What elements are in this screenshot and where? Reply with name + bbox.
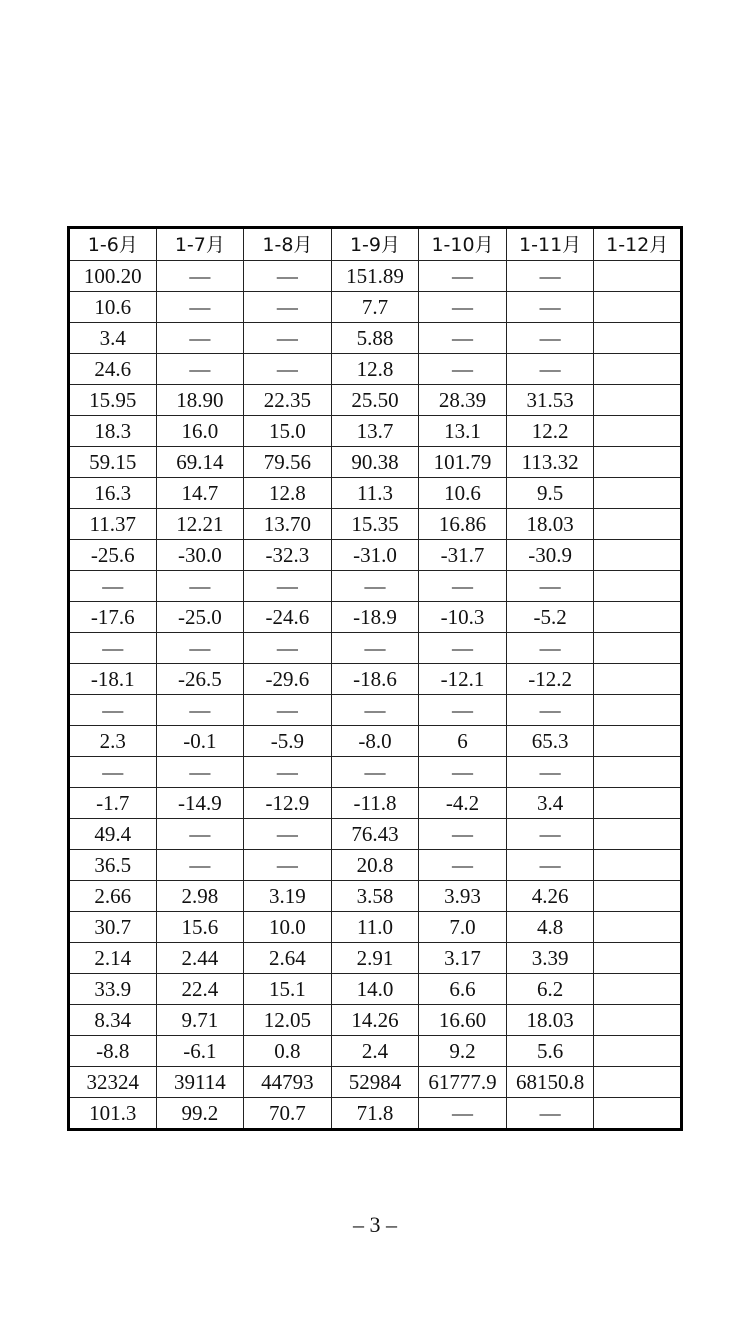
- table-cell: [594, 478, 682, 509]
- table-cell: 90.38: [331, 447, 419, 478]
- table-cell: 6.6: [419, 974, 507, 1005]
- table-cell: 9.2: [419, 1036, 507, 1067]
- table-cell: —: [244, 633, 332, 664]
- table-cell: —: [156, 292, 244, 323]
- table-cell: -18.9: [331, 602, 419, 633]
- table-cell: 31.53: [506, 385, 594, 416]
- table-cell: -31.0: [331, 540, 419, 571]
- table-row: [69, 695, 682, 726]
- table-cell: -14.9: [156, 788, 244, 819]
- table-cell: —: [156, 261, 244, 292]
- column-header: 1-7月: [156, 228, 244, 261]
- table-cell: 28.39: [419, 385, 507, 416]
- table-cell: —: [419, 354, 507, 385]
- table-cell: 16.0: [156, 416, 244, 447]
- table-cell: —: [506, 757, 594, 788]
- table-row: [69, 509, 682, 540]
- table-cell: —: [506, 323, 594, 354]
- table-cell: 13.1: [419, 416, 507, 447]
- table-cell: -10.3: [419, 602, 507, 633]
- table-cell: -12.2: [506, 664, 594, 695]
- table-cell: 8.34: [69, 1005, 157, 1036]
- table-cell: —: [156, 850, 244, 881]
- table-row: [69, 819, 682, 850]
- table-cell: 2.64: [244, 943, 332, 974]
- table-row: [69, 385, 682, 416]
- table-cell: —: [419, 695, 507, 726]
- table-cell: [594, 819, 682, 850]
- table-cell: 6.2: [506, 974, 594, 1005]
- table-cell: 2.4: [331, 1036, 419, 1067]
- table-cell: -6.1: [156, 1036, 244, 1067]
- table-cell: -12.9: [244, 788, 332, 819]
- table-row: [69, 478, 682, 509]
- table-cell: [594, 695, 682, 726]
- table-cell: 12.8: [331, 354, 419, 385]
- table-cell: [594, 943, 682, 974]
- table-cell: —: [244, 757, 332, 788]
- table-cell: 14.26: [331, 1005, 419, 1036]
- table-cell: 69.14: [156, 447, 244, 478]
- table-cell: 16.60: [419, 1005, 507, 1036]
- table-cell: [594, 540, 682, 571]
- table-cell: 32324: [69, 1067, 157, 1098]
- table-cell: 2.44: [156, 943, 244, 974]
- table-cell: 12.05: [244, 1005, 332, 1036]
- table-cell: 22.4: [156, 974, 244, 1005]
- table-row: [69, 757, 682, 788]
- table-row: [69, 354, 682, 385]
- table-cell: 3.93: [419, 881, 507, 912]
- table-cell: 15.1: [244, 974, 332, 1005]
- table-row: [69, 633, 682, 664]
- table-cell: 14.0: [331, 974, 419, 1005]
- table-cell: —: [156, 819, 244, 850]
- table-cell: -11.8: [331, 788, 419, 819]
- table-cell: [594, 633, 682, 664]
- table-cell: 15.95: [69, 385, 157, 416]
- table-cell: [594, 416, 682, 447]
- column-header: 1-11月: [506, 228, 594, 261]
- table-cell: 151.89: [331, 261, 419, 292]
- page-number: – 3 –: [353, 1212, 397, 1237]
- table-cell: [594, 261, 682, 292]
- table-cell: 49.4: [69, 819, 157, 850]
- table-cell: 2.91: [331, 943, 419, 974]
- table-cell: —: [331, 695, 419, 726]
- table-cell: [594, 1036, 682, 1067]
- table-row: [69, 850, 682, 881]
- table-cell: 10.6: [419, 478, 507, 509]
- table-cell: 16.86: [419, 509, 507, 540]
- table-cell: 30.7: [69, 912, 157, 943]
- table-cell: [594, 912, 682, 943]
- table-row: [69, 1067, 682, 1098]
- table-cell: —: [244, 354, 332, 385]
- table-cell: 2.3: [69, 726, 157, 757]
- table-cell: 39114: [156, 1067, 244, 1098]
- table-cell: —: [419, 633, 507, 664]
- table-cell: 13.7: [331, 416, 419, 447]
- table-cell: 61777.9: [419, 1067, 507, 1098]
- column-header: 1-8月: [244, 228, 332, 261]
- table-cell: —: [506, 354, 594, 385]
- table-row: [69, 974, 682, 1005]
- table-cell: [594, 757, 682, 788]
- table-cell: 2.66: [69, 881, 157, 912]
- table-cell: 65.3: [506, 726, 594, 757]
- table-cell: —: [156, 757, 244, 788]
- table-cell: —: [506, 571, 594, 602]
- table-cell: —: [244, 695, 332, 726]
- table-cell: 10.6: [69, 292, 157, 323]
- table-cell: [594, 323, 682, 354]
- table-row: [69, 1036, 682, 1067]
- table-cell: -25.0: [156, 602, 244, 633]
- table-cell: [594, 664, 682, 695]
- table-cell: —: [156, 633, 244, 664]
- table-cell: [594, 447, 682, 478]
- table-cell: -30.9: [506, 540, 594, 571]
- table-cell: -26.5: [156, 664, 244, 695]
- table-cell: —: [244, 571, 332, 602]
- table-cell: —: [419, 323, 507, 354]
- column-header: 1-12月: [594, 228, 682, 261]
- table-cell: [594, 788, 682, 819]
- table-row: [69, 571, 682, 602]
- table-cell: 3.58: [331, 881, 419, 912]
- table-cell: —: [156, 571, 244, 602]
- table-cell: —: [156, 695, 244, 726]
- table-cell: 11.0: [331, 912, 419, 943]
- table-row: [69, 788, 682, 819]
- table-cell: -29.6: [244, 664, 332, 695]
- table-cell: 5.6: [506, 1036, 594, 1067]
- table-row: [69, 447, 682, 478]
- table-cell: 18.03: [506, 509, 594, 540]
- table-cell: [594, 850, 682, 881]
- table-cell: 2.14: [69, 943, 157, 974]
- table-cell: -5.2: [506, 602, 594, 633]
- table-cell: 14.7: [156, 478, 244, 509]
- table-cell: [594, 881, 682, 912]
- table-cell: 15.6: [156, 912, 244, 943]
- table-cell: —: [419, 850, 507, 881]
- table-cell: -30.0: [156, 540, 244, 571]
- table-cell: 15.35: [331, 509, 419, 540]
- table-cell: 11.3: [331, 478, 419, 509]
- table-cell: 25.50: [331, 385, 419, 416]
- table-cell: 6: [419, 726, 507, 757]
- table-row: [69, 881, 682, 912]
- column-header: 1-9月: [331, 228, 419, 261]
- table-cell: —: [244, 850, 332, 881]
- table-row: [69, 943, 682, 974]
- table-cell: -32.3: [244, 540, 332, 571]
- table-cell: —: [244, 261, 332, 292]
- table-cell: -5.9: [244, 726, 332, 757]
- table-row: [69, 726, 682, 757]
- table-cell: 36.5: [69, 850, 157, 881]
- table-cell: 3.4: [506, 788, 594, 819]
- table-cell: 11.37: [69, 509, 157, 540]
- table-cell: —: [244, 292, 332, 323]
- table-cell: 113.32: [506, 447, 594, 478]
- table-cell: 13.70: [244, 509, 332, 540]
- table-header-row: [69, 228, 682, 261]
- table-row: [69, 912, 682, 943]
- table-cell: 20.8: [331, 850, 419, 881]
- table-row: [69, 540, 682, 571]
- table-cell: -18.1: [69, 664, 157, 695]
- table-cell: 24.6: [69, 354, 157, 385]
- table-cell: -8.0: [331, 726, 419, 757]
- table-row: [69, 323, 682, 354]
- table-cell: —: [419, 819, 507, 850]
- table-cell: 3.4: [69, 323, 157, 354]
- column-header: 1-6月: [69, 228, 157, 261]
- table-cell: 2.98: [156, 881, 244, 912]
- table-cell: 18.3: [69, 416, 157, 447]
- table-cell: -17.6: [69, 602, 157, 633]
- table-cell: [594, 974, 682, 1005]
- table-cell: —: [244, 323, 332, 354]
- table-cell: -4.2: [419, 788, 507, 819]
- table-cell: —: [69, 695, 157, 726]
- table-cell: [594, 571, 682, 602]
- table-cell: 18.03: [506, 1005, 594, 1036]
- table-cell: —: [331, 757, 419, 788]
- table-cell: —: [419, 1098, 507, 1130]
- table-cell: 59.15: [69, 447, 157, 478]
- table-cell: [594, 509, 682, 540]
- table-cell: 44793: [244, 1067, 332, 1098]
- table-row: [69, 261, 682, 292]
- table-cell: 52984: [331, 1067, 419, 1098]
- table-cell: -8.8: [69, 1036, 157, 1067]
- table-cell: 16.3: [69, 478, 157, 509]
- table-cell: -18.6: [331, 664, 419, 695]
- table-cell: 12.8: [244, 478, 332, 509]
- table-cell: —: [244, 819, 332, 850]
- table-cell: 9.5: [506, 478, 594, 509]
- table-cell: [594, 292, 682, 323]
- table-cell: 12.21: [156, 509, 244, 540]
- table-cell: —: [506, 633, 594, 664]
- table-cell: 12.2: [506, 416, 594, 447]
- table-cell: 10.0: [244, 912, 332, 943]
- table-cell: 18.90: [156, 385, 244, 416]
- table-cell: -24.6: [244, 602, 332, 633]
- table-row: [69, 1098, 682, 1130]
- statistics-table: [67, 226, 683, 1131]
- table-cell: -12.1: [419, 664, 507, 695]
- table-cell: 68150.8: [506, 1067, 594, 1098]
- table-cell: —: [419, 571, 507, 602]
- table-cell: 101.79: [419, 447, 507, 478]
- table-cell: 99.2: [156, 1098, 244, 1130]
- table-cell: —: [331, 633, 419, 664]
- table-row: [69, 602, 682, 633]
- table-cell: [594, 602, 682, 633]
- table-cell: 15.0: [244, 416, 332, 447]
- table-cell: 33.9: [69, 974, 157, 1005]
- table-cell: 9.71: [156, 1005, 244, 1036]
- table-cell: [594, 1098, 682, 1130]
- table-cell: -0.1: [156, 726, 244, 757]
- table-cell: 101.3: [69, 1098, 157, 1130]
- table-cell: —: [419, 261, 507, 292]
- table-cell: [594, 1005, 682, 1036]
- table-cell: 0.8: [244, 1036, 332, 1067]
- table-cell: 76.43: [331, 819, 419, 850]
- table-row: [69, 416, 682, 447]
- table-cell: 4.26: [506, 881, 594, 912]
- table-cell: —: [506, 695, 594, 726]
- table-cell: 5.88: [331, 323, 419, 354]
- table-cell: [594, 385, 682, 416]
- table-row: [69, 292, 682, 323]
- table-cell: —: [156, 323, 244, 354]
- table-cell: 3.39: [506, 943, 594, 974]
- table-cell: —: [506, 292, 594, 323]
- table-cell: -25.6: [69, 540, 157, 571]
- table-body: [69, 261, 682, 1130]
- table-cell: —: [419, 757, 507, 788]
- table-cell: 7.7: [331, 292, 419, 323]
- table-cell: —: [506, 819, 594, 850]
- table-cell: 22.35: [244, 385, 332, 416]
- column-header: 1-10月: [419, 228, 507, 261]
- table-cell: 100.20: [69, 261, 157, 292]
- table-row: [69, 664, 682, 695]
- table-cell: [594, 354, 682, 385]
- table-cell: —: [419, 292, 507, 323]
- table-cell: —: [506, 1098, 594, 1130]
- table-cell: [594, 1067, 682, 1098]
- table-cell: -31.7: [419, 540, 507, 571]
- table-cell: —: [506, 261, 594, 292]
- table-cell: 7.0: [419, 912, 507, 943]
- table-cell: —: [331, 571, 419, 602]
- table-row: [69, 1005, 682, 1036]
- table-cell: —: [506, 850, 594, 881]
- table-cell: 71.8: [331, 1098, 419, 1130]
- table-cell: —: [156, 354, 244, 385]
- table-cell: —: [69, 571, 157, 602]
- table-cell: —: [69, 757, 157, 788]
- table-cell: 79.56: [244, 447, 332, 478]
- table-cell: 3.17: [419, 943, 507, 974]
- table-cell: [594, 726, 682, 757]
- table-cell: -1.7: [69, 788, 157, 819]
- table-cell: 4.8: [506, 912, 594, 943]
- table-cell: 3.19: [244, 881, 332, 912]
- table-cell: 70.7: [244, 1098, 332, 1130]
- table-cell: —: [69, 633, 157, 664]
